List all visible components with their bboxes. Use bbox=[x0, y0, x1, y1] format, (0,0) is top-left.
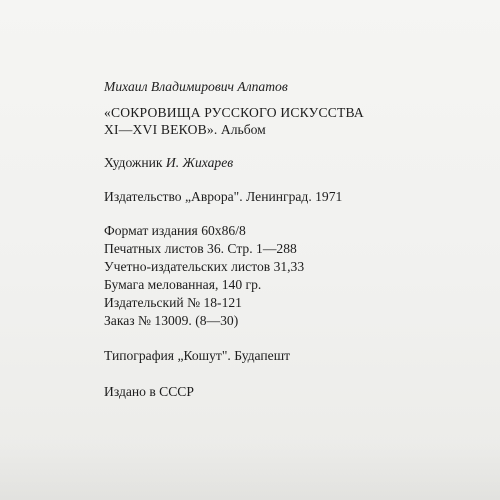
publisher-line: Издательство „Аврора". Ленинград. 1971 bbox=[104, 189, 343, 204]
issued-in: Издано в СССР bbox=[104, 384, 194, 399]
spec-paper: Бумага мелованная, 140 гр. bbox=[104, 277, 262, 292]
spec-print-sheets: Печатных листов 36. Стр. 1—288 bbox=[104, 241, 297, 256]
book-title-suffix: Альбом bbox=[220, 122, 266, 137]
page-shadow bbox=[0, 440, 500, 500]
printing-house: Типография „Кошут". Будапешт bbox=[104, 348, 291, 363]
book-title-line1: «СОКРОВИЩА РУССКОГО ИСКУССТВА bbox=[104, 105, 364, 120]
book-title-line2 bbox=[104, 121, 266, 138]
spec-publisher-number: Издательский № 18-121 bbox=[104, 295, 242, 310]
author-name: Михаил Владимирович Алпатов bbox=[104, 79, 288, 94]
artist-label: Художник bbox=[104, 155, 163, 170]
book-title-centuries: XI—XVI ВЕКОВ». bbox=[104, 122, 218, 137]
spec-format: Формат издания 60x86/8 bbox=[104, 223, 246, 238]
artist-line bbox=[104, 154, 233, 171]
spec-order-number: Заказ № 13009. (8—30) bbox=[104, 313, 239, 328]
artist-name: И. Жихарев bbox=[165, 155, 234, 170]
spec-publishing-sheets: Учетно-издательских листов 31,33 bbox=[104, 259, 305, 274]
